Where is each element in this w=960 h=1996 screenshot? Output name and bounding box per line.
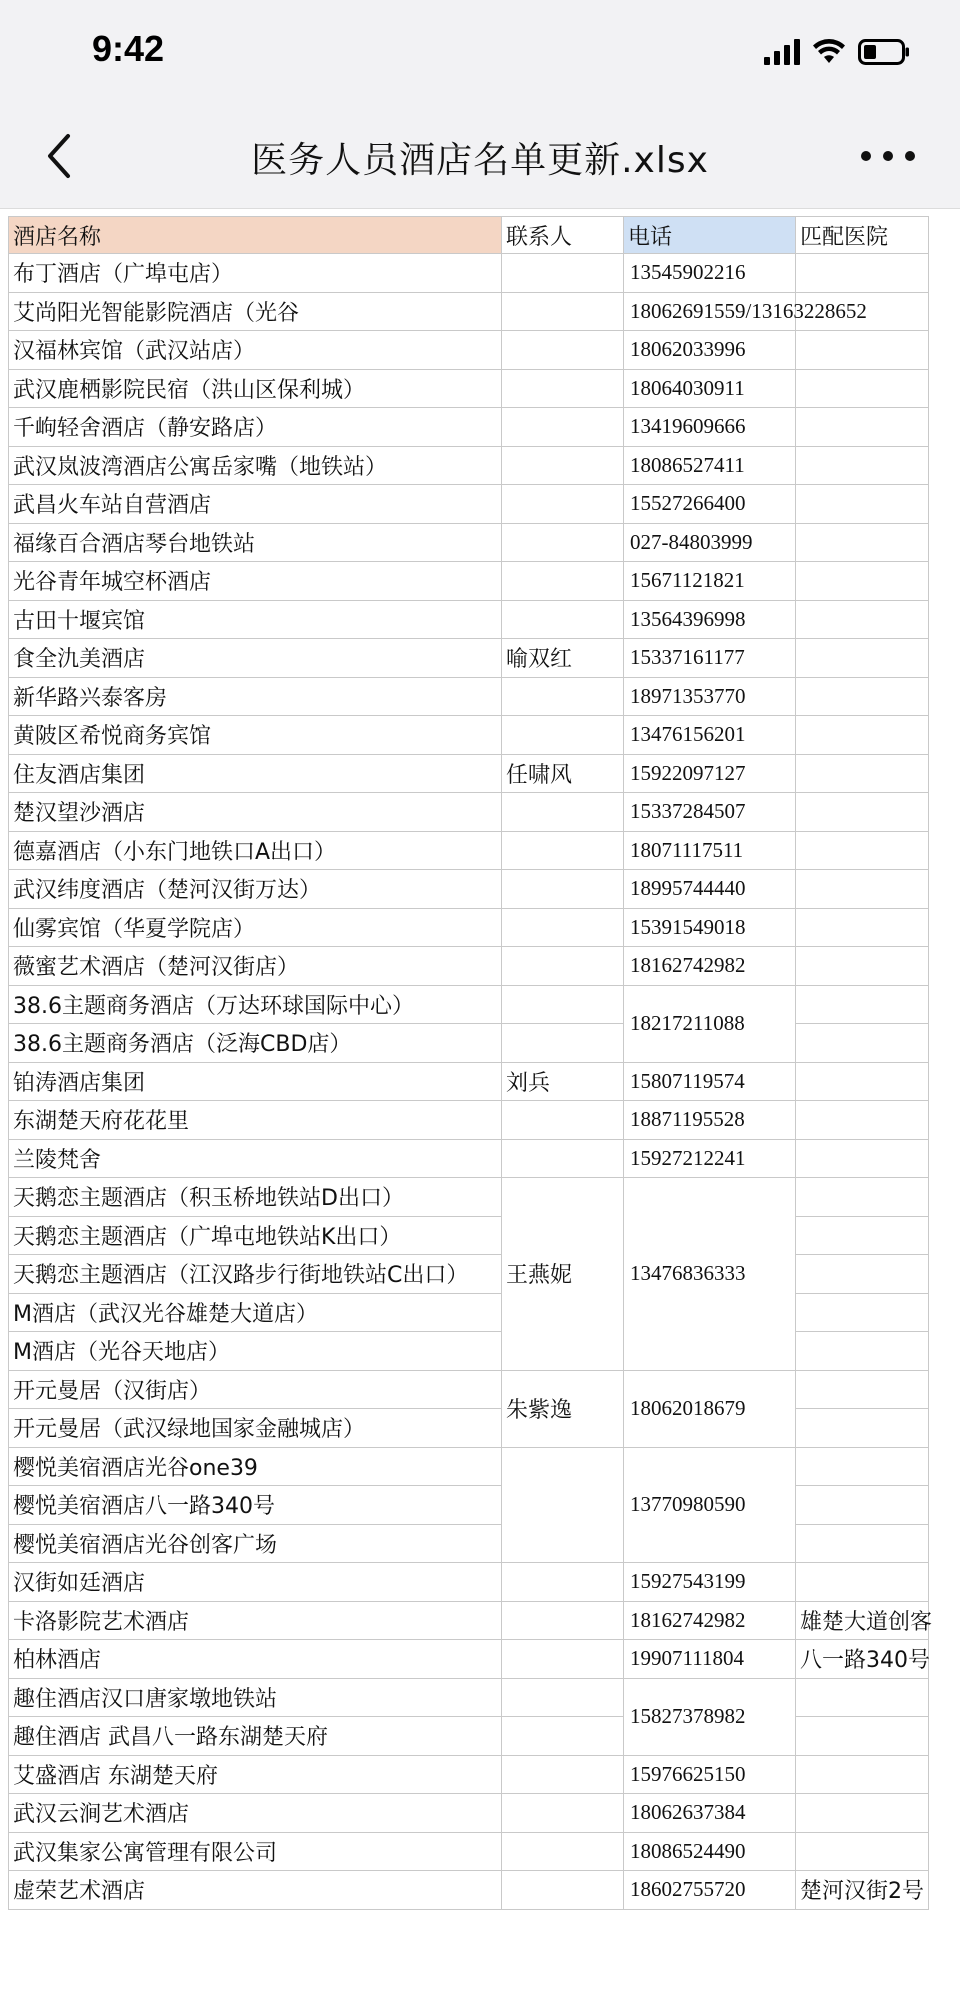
cell-contact[interactable] [502, 1871, 624, 1910]
cell-phone[interactable]: 18062637384 [624, 1794, 796, 1833]
cell-contact[interactable] [502, 1832, 624, 1871]
cell-phone[interactable]: 15976625150 [624, 1755, 796, 1794]
cell-contact[interactable] [502, 1601, 624, 1640]
cell-phone[interactable]: 15927543199 [624, 1563, 796, 1602]
cell-hotel-name[interactable]: M酒店（武汉光谷雄楚大道店） [9, 1293, 502, 1332]
cell-contact[interactable] [502, 1024, 624, 1063]
cell-contact[interactable] [502, 831, 624, 870]
cell-hotel-name[interactable]: 新华路兴泰客房 [9, 677, 502, 716]
table-row [9, 523, 929, 562]
table-row [9, 369, 929, 408]
table-row [9, 446, 929, 485]
cell-hospital[interactable] [796, 1332, 929, 1371]
cell-phone[interactable]: 15527266400 [624, 485, 796, 524]
cell-hospital[interactable] [796, 1178, 929, 1217]
cell-hospital[interactable] [796, 1563, 929, 1602]
cell-hotel-name[interactable]: 布丁酒店（广埠屯店） [9, 254, 502, 293]
cell-hotel-name[interactable]: 樱悦美宿酒店光谷one39 [9, 1447, 502, 1486]
cell-hospital[interactable] [796, 1139, 929, 1178]
table-row [9, 600, 929, 639]
cell-phone[interactable]: 18602755720 [624, 1871, 796, 1910]
table-row [9, 1601, 929, 1640]
header-contact[interactable]: 联系人 [502, 217, 624, 254]
cell-contact[interactable] [502, 908, 624, 947]
cell-hospital[interactable] [796, 1062, 929, 1101]
cell-contact[interactable] [502, 331, 624, 370]
cell-hospital[interactable] [796, 947, 929, 986]
table-row [9, 831, 929, 870]
cell-hospital[interactable] [796, 985, 929, 1024]
table-row [9, 1640, 929, 1679]
cell-hotel-name[interactable]: 德嘉酒店（小东门地铁口A出口） [9, 831, 502, 870]
table-row [9, 947, 929, 986]
cell-hospital[interactable]: 楚河汉街2号 [796, 1871, 929, 1910]
cell-phone[interactable]: 18217211088 [624, 985, 796, 1062]
table-row [9, 985, 929, 1024]
header-phone[interactable]: 电话 [624, 217, 796, 254]
cell-contact[interactable] [502, 562, 624, 601]
cell-hospital[interactable] [796, 1255, 929, 1294]
cell-contact[interactable] [502, 1640, 624, 1679]
cell-contact[interactable] [502, 1563, 624, 1602]
document-title: 医务人员酒店名单更新.xlsx [251, 140, 709, 181]
table-row [9, 1871, 929, 1910]
wifi-icon [812, 39, 846, 65]
table-row [9, 908, 929, 947]
cell-hotel-name[interactable]: 汉福林宾馆（武汉站店） [9, 331, 502, 370]
cell-phone[interactable]: 13419609666 [624, 408, 796, 447]
cell-contact[interactable] [502, 870, 624, 909]
table-row [9, 716, 929, 755]
header-hospital[interactable]: 匹配医院 [796, 217, 929, 254]
cell-contact[interactable] [502, 600, 624, 639]
cell-phone[interactable]: 15337284507 [624, 793, 796, 832]
cell-phone[interactable]: 15927212241 [624, 1139, 796, 1178]
cell-phone[interactable]: 18062018679 [624, 1370, 796, 1447]
cell-hospital[interactable] [796, 1447, 929, 1486]
cell-hotel-name[interactable]: 武汉纬度酒店（楚河汉街万达） [9, 870, 502, 909]
table-row [9, 754, 929, 793]
cell-hotel-name[interactable]: 仙雾宾馆（华夏学院店） [9, 908, 502, 947]
cell-hospital[interactable] [796, 793, 929, 832]
cell-contact[interactable] [502, 446, 624, 485]
cell-hotel-name[interactable]: 天鹅恋主题酒店（积玉桥地铁站D出口） [9, 1178, 502, 1217]
cell-hotel-name[interactable]: 兰陵梵舍 [9, 1139, 502, 1178]
cell-hotel-name[interactable]: 武汉岚波湾酒店公寓岳家嘴（地铁站） [9, 446, 502, 485]
cell-hospital[interactable] [796, 1832, 929, 1871]
cell-hotel-name[interactable]: 薇蜜艺术酒店（楚河汉街店） [9, 947, 502, 986]
cell-hospital[interactable]: 雄楚大道创客 [796, 1601, 929, 1640]
cell-phone[interactable]: 18062033996 [624, 331, 796, 370]
table-row [9, 1832, 929, 1871]
cell-hotel-name[interactable]: 天鹅恋主题酒店（江汉路步行街地铁站C出口） [9, 1255, 502, 1294]
cell-hotel-name[interactable]: 樱悦美宿酒店八一路340号 [9, 1486, 502, 1525]
table-row [9, 677, 929, 716]
cell-contact[interactable] [502, 1717, 624, 1756]
cell-hotel-name[interactable]: 千岣轻舍酒店（静安路店） [9, 408, 502, 447]
cell-phone[interactable]: 18971353770 [624, 677, 796, 716]
table-row [9, 485, 929, 524]
cell-hotel-name[interactable]: 武汉集家公寓管理有限公司 [9, 1832, 502, 1871]
cell-hospital[interactable] [796, 446, 929, 485]
table-row [9, 639, 929, 678]
cell-phone[interactable]: 13770980590 [624, 1447, 796, 1563]
cell-phone[interactable]: 15391549018 [624, 908, 796, 947]
cell-hotel-name[interactable]: 38.6主题商务酒店（万达环球国际中心） [9, 985, 502, 1024]
table-row [9, 1563, 929, 1602]
cell-phone[interactable]: 15671121821 [624, 562, 796, 601]
cell-hotel-name[interactable]: 楚汉望沙酒店 [9, 793, 502, 832]
cell-contact[interactable]: 喻双红 [502, 639, 624, 678]
cell-hospital[interactable] [796, 485, 929, 524]
cell-contact[interactable] [502, 1101, 624, 1140]
cell-hospital[interactable] [796, 1486, 929, 1525]
cell-hotel-name[interactable]: 汉街如廷酒店 [9, 1563, 502, 1602]
hotel-table [8, 216, 933, 1910]
cell-phone[interactable]: 19907111804 [624, 1640, 796, 1679]
cell-contact[interactable] [502, 793, 624, 832]
cell-phone[interactable]: 18064030911 [624, 369, 796, 408]
table-row [9, 254, 929, 293]
cell-contact[interactable] [502, 1678, 624, 1717]
table-row [9, 292, 929, 331]
cell-phone[interactable]: 18162742982 [624, 1601, 796, 1640]
cell-hospital[interactable] [796, 331, 929, 370]
cell-hospital[interactable] [796, 254, 929, 293]
cell-hospital[interactable] [796, 1370, 929, 1409]
cell-hotel-name[interactable]: M酒店（光谷天地店） [9, 1332, 502, 1371]
cell-hotel-name[interactable]: 武昌火车站自营酒店 [9, 485, 502, 524]
cell-hotel-name[interactable]: 开元曼居（武汉绿地国家金融城店） [9, 1409, 502, 1448]
cell-phone[interactable]: 18086527411 [624, 446, 796, 485]
cell-contact[interactable]: 朱紫逸 [502, 1370, 624, 1447]
cell-phone[interactable]: 18062691559/13163228652 [624, 292, 796, 331]
status-time: 9:42 [92, 28, 165, 69]
cell-hotel-name[interactable]: 武汉鹿栖影院民宿（洪山区保利城） [9, 369, 502, 408]
cell-contact[interactable] [502, 985, 624, 1024]
cell-contact[interactable] [502, 485, 624, 524]
cell-hotel-name[interactable]: 光谷青年城空杯酒店 [9, 562, 502, 601]
table-row [9, 1447, 929, 1486]
table-row [9, 1794, 929, 1833]
cell-phone[interactable]: 13476156201 [624, 716, 796, 755]
cell-phone[interactable]: 15922097127 [624, 754, 796, 793]
table-row [9, 1101, 929, 1140]
more-horizontal-icon [856, 138, 920, 174]
cell-hotel-name[interactable]: 食全氿美酒店 [9, 639, 502, 678]
status-icons [764, 38, 910, 66]
cell-contact[interactable] [502, 1794, 624, 1833]
cell-contact[interactable] [502, 677, 624, 716]
cell-hospital[interactable] [796, 1216, 929, 1255]
spreadsheet-view[interactable] [8, 216, 933, 1910]
cell-hotel-name[interactable]: 铂涛酒店集团 [9, 1062, 502, 1101]
cell-contact[interactable] [502, 408, 624, 447]
cell-phone[interactable]: 15337161177 [624, 639, 796, 678]
cell-hospital[interactable] [796, 562, 929, 601]
cell-hotel-name[interactable]: 黄陂区希悦商务宾馆 [9, 716, 502, 755]
cell-phone[interactable]: 15827378982 [624, 1678, 796, 1755]
cell-hotel-name[interactable]: 天鹅恋主题酒店（广埠屯地铁站K出口） [9, 1216, 502, 1255]
cell-hospital[interactable] [796, 908, 929, 947]
cell-hospital[interactable] [796, 369, 929, 408]
table-row [9, 408, 929, 447]
cell-hospital[interactable] [796, 1293, 929, 1332]
cell-phone[interactable]: 18086524490 [624, 1832, 796, 1871]
cell-hotel-name[interactable]: 古田十堰宾馆 [9, 600, 502, 639]
cell-hotel-name[interactable]: 38.6主题商务酒店（泛海CBD店） [9, 1024, 502, 1063]
cell-hotel-name[interactable]: 趣住酒店汉口唐家墩地铁站 [9, 1678, 502, 1717]
cell-phone[interactable]: 18162742982 [624, 947, 796, 986]
cell-contact[interactable]: 王燕妮 [502, 1178, 624, 1371]
cell-contact[interactable] [502, 523, 624, 562]
cell-hospital[interactable] [796, 716, 929, 755]
cell-hotel-name[interactable]: 福缘百合酒店琴台地铁站 [9, 523, 502, 562]
cell-phone[interactable]: 13545902216 [624, 254, 796, 293]
cell-hospital[interactable] [796, 870, 929, 909]
cell-hospital[interactable]: 八一路340号 [796, 1640, 929, 1679]
cell-contact[interactable]: 刘兵 [502, 1062, 624, 1101]
cell-hospital[interactable] [796, 600, 929, 639]
cell-hospital[interactable] [796, 677, 929, 716]
table-row [9, 1178, 929, 1217]
cell-phone[interactable]: 18071117511 [624, 831, 796, 870]
cell-hotel-name[interactable]: 柏林酒店 [9, 1640, 502, 1679]
cell-hospital[interactable] [796, 1024, 929, 1063]
cell-hotel-name[interactable]: 开元曼居（汉街店） [9, 1370, 502, 1409]
cell-contact[interactable] [502, 716, 624, 755]
table-row [9, 870, 929, 909]
cell-hotel-name[interactable]: 趣住酒店 武昌八一路东湖楚天府 [9, 1717, 502, 1756]
cell-phone[interactable]: 15807119574 [624, 1062, 796, 1101]
table-row [9, 793, 929, 832]
cellular-signal-icon [764, 39, 800, 65]
table-row [9, 331, 929, 370]
cell-hospital[interactable] [796, 523, 929, 562]
cell-hotel-name[interactable]: 樱悦美宿酒店光谷创客广场 [9, 1524, 502, 1563]
table-row [9, 1370, 929, 1409]
cell-hospital[interactable] [796, 831, 929, 870]
table-row [9, 1755, 929, 1794]
cell-hotel-name[interactable]: 武汉云涧艺术酒店 [9, 1794, 502, 1833]
cell-hospital[interactable] [796, 639, 929, 678]
table-row [9, 1139, 929, 1178]
cell-contact[interactable]: 任啸风 [502, 754, 624, 793]
cell-contact[interactable] [502, 254, 624, 293]
cell-hospital[interactable] [796, 1794, 929, 1833]
cell-phone[interactable]: 18995744440 [624, 870, 796, 909]
cell-hospital[interactable] [796, 1678, 929, 1717]
cell-phone[interactable]: 027-84803999 [624, 523, 796, 562]
cell-hospital[interactable] [796, 1409, 929, 1448]
table-row [9, 1062, 929, 1101]
cell-hospital[interactable] [796, 1755, 929, 1794]
cell-hospital[interactable] [796, 1717, 929, 1756]
cell-hospital[interactable] [796, 1524, 929, 1563]
cell-contact[interactable] [502, 947, 624, 986]
cell-contact[interactable] [502, 1139, 624, 1178]
cell-hospital[interactable] [796, 408, 929, 447]
cell-hospital[interactable] [796, 1101, 929, 1140]
table-header-row [9, 217, 929, 254]
cell-contact[interactable] [502, 292, 624, 331]
cell-hotel-name[interactable]: 艾尚阳光智能影院酒店（光谷 [9, 292, 502, 331]
cell-phone[interactable]: 18871195528 [624, 1101, 796, 1140]
battery-icon [858, 39, 910, 65]
header-hotel-name[interactable]: 酒店名称 [9, 217, 502, 254]
more-button[interactable] [856, 138, 920, 174]
cell-hotel-name[interactable]: 虚荣艺术酒店 [9, 1871, 502, 1910]
cell-hotel-name[interactable]: 艾盛酒店 东湖楚天府 [9, 1755, 502, 1794]
cell-hospital[interactable] [796, 754, 929, 793]
cell-hotel-name[interactable]: 东湖楚天府花花里 [9, 1101, 502, 1140]
cell-phone[interactable]: 13564396998 [624, 600, 796, 639]
table-row [9, 1678, 929, 1717]
cell-contact[interactable] [502, 1447, 624, 1563]
navigation-bar [0, 104, 960, 209]
cell-contact[interactable] [502, 369, 624, 408]
cell-contact[interactable] [502, 1755, 624, 1794]
cell-hotel-name[interactable]: 卡洛影院艺术酒店 [9, 1601, 502, 1640]
cell-phone[interactable]: 13476836333 [624, 1178, 796, 1371]
cell-hotel-name[interactable]: 住友酒店集团 [9, 754, 502, 793]
table-row [9, 562, 929, 601]
status-bar [0, 0, 960, 104]
